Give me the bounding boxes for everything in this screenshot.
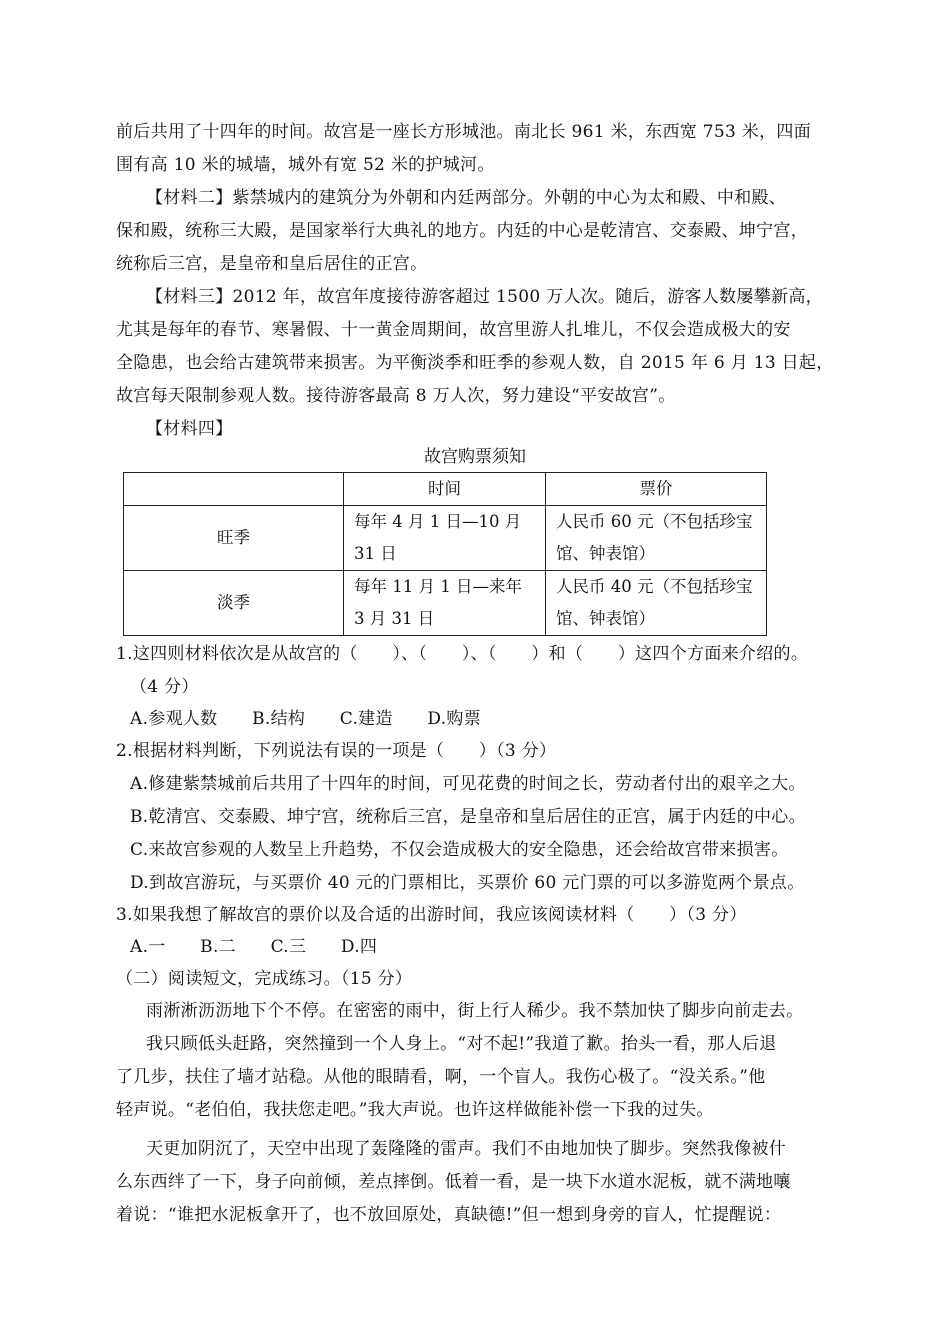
table-header-cell: [124, 473, 344, 506]
passage-line: 轻声说。“老伯伯，我扶您走吧。”我大声说。也许这样做能补偿一下我的过失。: [116, 1100, 714, 1120]
question-1: 1.这四则材料依次是从故宫的（ ）、（ ）、（ ）和（ ）这四个方面来介绍的。: [116, 644, 809, 664]
table-row: [124, 506, 767, 571]
passage-line: 了几步，扶住了墙才站稳。从他的眼睛看，啊，一个盲人。我伤心极了。“没关系。”他: [116, 1067, 766, 1087]
question-2-option-b: B.乾清宫、交泰殿、坤宁宫，统称后三宫，是皇帝和皇后居住的正宫，属于内廷的中心。: [130, 807, 806, 827]
table-header-row: [124, 473, 767, 506]
material-three-text-line: 尤其是每年的春节、寒暑假、十一黄金周期间，故宫里游人扎堆儿，不仅会造成极大的安: [116, 320, 791, 340]
season-cell: 旺季: [124, 506, 344, 571]
question-1-score: （4 分）: [130, 677, 199, 697]
material-one-text-line: 围有高 10 米的城墙，城外有宽 52 米的护城河。: [116, 155, 495, 175]
question-2-option-d: D.到故宫游玩，与买票价 40 元的门票相比，买票价 60 元门票的可以多游览两个景点。: [130, 873, 805, 893]
material-three-text-line: 【材料三】2012 年，故宫年度接待游客超过 1500 万人次。随后，游客人数屡攀新高，: [146, 287, 823, 307]
time-cell: 每年 4 月 1 日—10 月 31 日: [344, 506, 546, 571]
material-two-text-line: 统称后三宫，是皇帝和皇后居住的正宫。: [116, 254, 428, 274]
passage-line: 天更加阴沉了，天空中出现了轰隆隆的雷声。我们不由地加快了脚步。突然我像被什: [146, 1139, 787, 1159]
passage-line: 我只顾低头赶路，突然撞到一个人身上。“对不起!”我道了歉。抬头一看，那人后退: [146, 1034, 777, 1054]
time-cell: 每年 11 月 1 日—来年 3 月 31 日: [344, 571, 546, 636]
question-2-option-c: C.来故宫参观的人数呈上升趋势，不仅会造成极大的安全隐患，还会给故宫带来损害。: [130, 840, 789, 860]
table-header-cell: 票价: [546, 473, 767, 506]
price-cell: 人民币 40 元（不包括珍宝馆、钟表馆）: [546, 571, 767, 636]
material-one-text-line: 前后共用了十四年的时间。故宫是一座长方形城池。南北长 961 米，东西宽 753 米，四面: [116, 122, 812, 142]
material-four-label: 【材料四】: [146, 419, 233, 439]
ticket-table-caption: 故宫购票须知: [424, 447, 526, 467]
question-2: 2.根据材料判断，下列说法有误的一项是（ ）（3 分）: [116, 741, 557, 761]
table-header-cell: 时间: [344, 473, 546, 506]
passage-line: 着说：“谁把水泥板拿开了，也不放回原处，真缺德!”但一想到身旁的盲人，忙提醒说：: [116, 1205, 782, 1225]
ticket-table: [123, 472, 767, 636]
passage-line: 么东西绊了一下，身子向前倾，差点摔倒。低着一看，是一块下水道水泥板，就不满地嚷: [116, 1172, 791, 1192]
question-1-options: A.参观人数 B.结构 C.建造 D.购票: [130, 709, 482, 729]
section-two-heading: （二）阅读短文，完成练习。（15 分）: [116, 969, 413, 989]
question-2-option-a: A.修建紫禁城前后共用了十四年的时间，可见花费的时间之长，劳动者付出的艰辛之大。: [130, 774, 806, 794]
passage-line: 雨淅淅沥沥地下个不停。在密密的雨中，街上行人稀少。我不禁加快了脚步向前走去。: [146, 1001, 804, 1021]
material-three-text-line: 故宫每天限制参观人数。接待游客最高 8 万人次，努力建设“平安故宫”。: [116, 386, 676, 406]
question-3: 3.如果我想了解故宫的票价以及合适的出游时间，我应该阅读材料（ ）（3 分）: [116, 905, 747, 925]
question-3-options: A.一 B.二 C.三 D.四: [130, 937, 378, 957]
price-cell: 人民币 60 元（不包括珍宝馆、钟表馆）: [546, 506, 767, 571]
material-two-text-line: 保和殿，统称三大殿，是国家举行大典礼的地方。内廷的中心是乾清宫、交泰殿、坤宁宫，: [116, 221, 808, 241]
table-row: [124, 571, 767, 636]
material-two-text-line: 【材料二】紫禁城内的建筑分为外朝和内廷两部分。外朝的中心为太和殿、中和殿、: [146, 188, 787, 208]
material-three-text-line: 全隐患，也会给古建筑带来损害。为平衡淡季和旺季的参观人数，自 2015 年 6 月 13 日起，: [116, 353, 834, 373]
season-cell: 淡季: [124, 571, 344, 636]
